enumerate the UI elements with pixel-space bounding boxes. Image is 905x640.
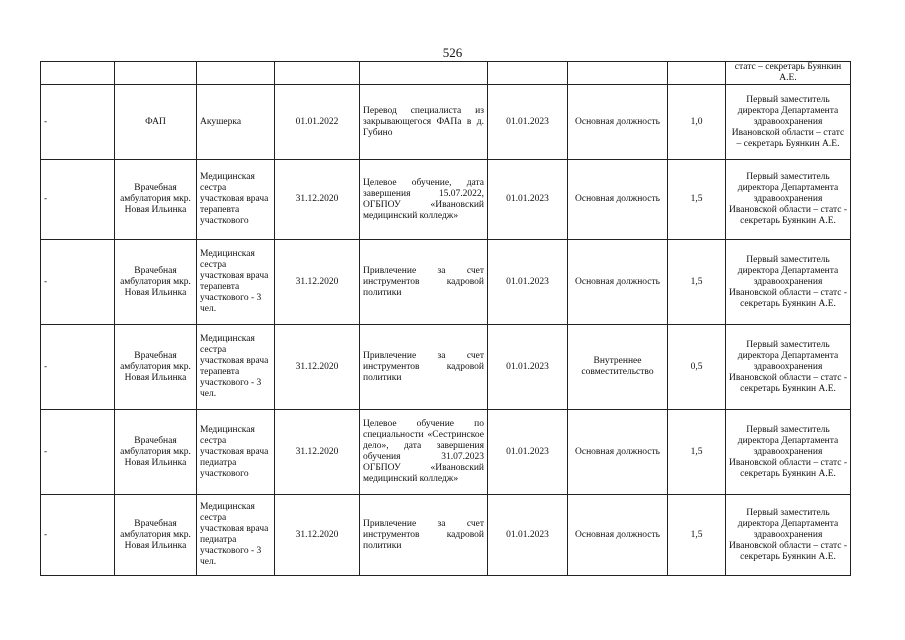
table-row: [41, 160, 851, 240]
cell-date2: 01.01.2023: [488, 410, 568, 495]
cell-position: Акушерка: [197, 85, 275, 160]
cell-position: [197, 62, 275, 85]
cell-responsible: Первый заместитель директора Департамента здравоохранения Ивановской области – статс - секретарь Буянкин А.Е.: [726, 495, 851, 576]
cell-kind: Основная должность: [568, 410, 668, 495]
cell-kind: Внутреннее совместительство: [568, 325, 668, 410]
page-number: 526: [442, 45, 463, 60]
cell-responsible: Первый заместитель директора Департамента здравоохранения Ивановской области – статс - секретарь Буянкин А.Е.: [726, 240, 851, 325]
cell-measure: Целевое обучение, дата завершения 15.07.2022, ОГБПОУ «Ивановский медицинский колледж»: [360, 160, 488, 240]
cell-date: 31.12.2020: [275, 325, 360, 410]
cell-position: Медицинская сестра участковая врача терапевта участкового - 3 чел.: [197, 240, 275, 325]
cell-facility: ФАП: [115, 85, 197, 160]
cell-num: -: [41, 240, 115, 325]
cell-num: -: [41, 410, 115, 495]
cell-facility: Врачебная амбулатория мкр. Новая Ильинка: [115, 410, 197, 495]
cell-facility: [115, 62, 197, 85]
cell-date: 31.12.2020: [275, 160, 360, 240]
cell-facility: Врачебная амбулатория мкр. Новая Ильинка: [115, 495, 197, 576]
table-row: [41, 325, 851, 410]
cell-measure: Привлечение за счет инструментов кадровой политики: [360, 240, 488, 325]
cell-measure: Привлечение за счет инструментов кадровой политики: [360, 325, 488, 410]
cell-kind: Основная должность: [568, 85, 668, 160]
table-row: [41, 410, 851, 495]
cell-kind: Основная должность: [568, 240, 668, 325]
cell-responsible: Первый заместитель директора Департамента здравоохранения Ивановской области – статс – секретарь Буянкин А.Е.: [726, 85, 851, 160]
cell-date2: [488, 62, 568, 85]
table-row: [41, 62, 851, 85]
cell-date: 31.12.2020: [275, 410, 360, 495]
cell-num: -: [41, 325, 115, 410]
cell-responsible: Первый заместитель директора Департамента здравоохранения Ивановской области – статс - секретарь Буянкин А.Е.: [726, 160, 851, 240]
cell-measure: Целевое обучение по специальности «Сестринское дело», дата завершения обучения 31.07.2023 ОГБПОУ «Ивановский медицинский колледж»: [360, 410, 488, 495]
cell-date: 31.12.2020: [275, 495, 360, 576]
cell-kind: Основная должность: [568, 495, 668, 576]
cell-position: Медицинская сестра участковая врача педиатра участкового: [197, 410, 275, 495]
cell-rate: 0,5: [668, 325, 726, 410]
cell-position: Медицинская сестра участковая врача терапевта участкового: [197, 160, 275, 240]
cell-rate: 1,5: [668, 410, 726, 495]
cell-date2: 01.01.2023: [488, 240, 568, 325]
cell-responsible: Первый заместитель директора Департамента здравоохранения Ивановской области – статс - секретарь Буянкин А.Е.: [726, 325, 851, 410]
cell-num: -: [41, 160, 115, 240]
cell-rate: 1,5: [668, 495, 726, 576]
staffing-table: [40, 61, 851, 576]
cell-num: [41, 62, 115, 85]
cell-kind: Основная должность: [568, 160, 668, 240]
cell-num: -: [41, 85, 115, 160]
cell-rate: [668, 62, 726, 85]
cell-kind: [568, 62, 668, 85]
cell-rate: 1,5: [668, 240, 726, 325]
cell-date: 01.01.2022: [275, 85, 360, 160]
cell-measure: [360, 62, 488, 85]
cell-date2: 01.01.2023: [488, 85, 568, 160]
cell-rate: 1,5: [668, 160, 726, 240]
cell-date: [275, 62, 360, 85]
cell-num: -: [41, 495, 115, 576]
cell-measure: Перевод специалиста из закрывающегося ФАПа в д. Губино: [360, 85, 488, 160]
cell-responsible: Первый заместитель директора Департамента здравоохранения Ивановской области – статс - секретарь Буянкин А.Е.: [726, 410, 851, 495]
table-row: [41, 240, 851, 325]
cell-measure: Привлечение за счет инструментов кадровой политики: [360, 495, 488, 576]
cell-date: 31.12.2020: [275, 240, 360, 325]
cell-facility: Врачебная амбулатория мкр. Новая Ильинка: [115, 160, 197, 240]
cell-date2: 01.01.2023: [488, 325, 568, 410]
cell-rate: 1,0: [668, 85, 726, 160]
cell-facility: Врачебная амбулатория мкр. Новая Ильинка: [115, 325, 197, 410]
table-row: [41, 495, 851, 576]
cell-position: Медицинская сестра участковая врача педиатра участкового - 3 чел.: [197, 495, 275, 576]
cell-date2: 01.01.2023: [488, 495, 568, 576]
cell-date2: 01.01.2023: [488, 160, 568, 240]
table-row: [41, 85, 851, 160]
cell-facility: Врачебная амбулатория мкр. Новая Ильинка: [115, 240, 197, 325]
cell-position: Медицинская сестра участковая врача терапевта участкового - 3 чел.: [197, 325, 275, 410]
cell-responsible: статс – секретарь Буянкин А.Е.: [726, 62, 851, 85]
